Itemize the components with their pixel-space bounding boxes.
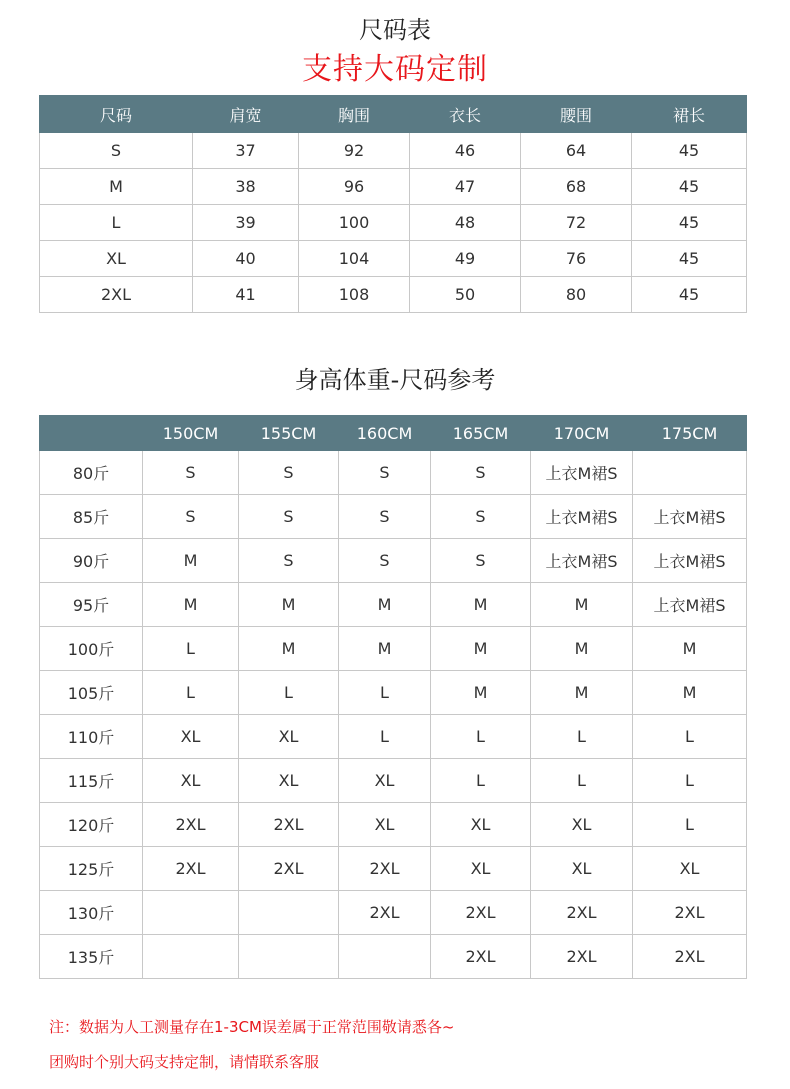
fit-size-cell: L: [339, 715, 431, 759]
fit-size-cell: XL: [431, 847, 531, 891]
fit-size-cell: M: [239, 627, 339, 671]
fit-size-cell: S: [239, 451, 339, 495]
size-cell: 2XL: [40, 277, 193, 313]
size-table-row: [40, 133, 747, 169]
size-cell: 47: [410, 169, 521, 205]
fit-header-cell: 155CM: [239, 416, 339, 451]
fit-size-cell: M: [431, 671, 531, 715]
fit-size-cell: XL: [531, 847, 633, 891]
fit-size-cell: [633, 451, 747, 495]
fit-table-header-row: [40, 416, 747, 451]
fit-size-cell: XL: [531, 803, 633, 847]
fit-size-cell: S: [431, 495, 531, 539]
size-table-row: [40, 169, 747, 205]
weight-cell: 80斤: [40, 451, 143, 495]
fit-size-cell: [239, 935, 339, 979]
fit-size-cell: S: [143, 495, 239, 539]
size-cell: 45: [632, 277, 747, 313]
size-cell: M: [40, 169, 193, 205]
fit-size-cell: 2XL: [633, 891, 747, 935]
size-table-row: [40, 205, 747, 241]
fit-table-row: [40, 935, 747, 979]
weight-cell: 95斤: [40, 583, 143, 627]
fit-size-cell: M: [143, 583, 239, 627]
fit-size-cell: 上衣M裙S: [531, 539, 633, 583]
size-cell: 76: [521, 241, 632, 277]
fit-size-cell: L: [633, 715, 747, 759]
fit-header-cell: [40, 416, 143, 451]
size-cell: 37: [193, 133, 299, 169]
fit-size-cell: L: [143, 627, 239, 671]
fit-size-cell: L: [431, 715, 531, 759]
fit-size-cell: M: [143, 539, 239, 583]
size-cell: 48: [410, 205, 521, 241]
weight-cell: 90斤: [40, 539, 143, 583]
fit-size-cell: 2XL: [339, 847, 431, 891]
fit-size-cell: L: [143, 671, 239, 715]
fit-size-cell: [339, 935, 431, 979]
fit-table-title: 身高体重-尺码参考: [294, 366, 496, 394]
fit-size-cell: 2XL: [431, 935, 531, 979]
fit-size-cell: 2XL: [431, 891, 531, 935]
fit-table-row: [40, 495, 747, 539]
fit-table-row: [40, 803, 747, 847]
fit-table-row: [40, 539, 747, 583]
fit-size-cell: 2XL: [143, 847, 239, 891]
fit-header-cell: 170CM: [531, 416, 633, 451]
size-cell: 49: [410, 241, 521, 277]
size-cell: 96: [299, 169, 410, 205]
size-cell: 72: [521, 205, 632, 241]
size-header-cell: 裙长: [632, 96, 747, 133]
fit-size-cell: 上衣M裙S: [633, 495, 747, 539]
fit-size-cell: S: [143, 451, 239, 495]
size-header-cell: 腰围: [521, 96, 632, 133]
fit-table-row: [40, 583, 747, 627]
fit-size-cell: 上衣M裙S: [633, 583, 747, 627]
size-table-row: [40, 241, 747, 277]
weight-cell: 100斤: [40, 627, 143, 671]
fit-size-cell: M: [239, 583, 339, 627]
fit-header-cell: 150CM: [143, 416, 239, 451]
fit-size-cell: [143, 891, 239, 935]
fit-size-cell: 2XL: [339, 891, 431, 935]
size-cell: 45: [632, 133, 747, 169]
size-cell: XL: [40, 241, 193, 277]
size-cell: 45: [632, 241, 747, 277]
size-table: [39, 95, 747, 313]
fit-size-cell: 2XL: [531, 935, 633, 979]
size-cell: 46: [410, 133, 521, 169]
fit-size-cell: 2XL: [239, 847, 339, 891]
size-header-cell: 肩宽: [193, 96, 299, 133]
page-title: 尺码表: [359, 16, 431, 44]
fit-size-cell: 2XL: [143, 803, 239, 847]
measurement-note: 注：数据为人工测量存在1-3CM误差属于正常范围敬请悉各~: [49, 1018, 455, 1036]
size-table-header-row: [40, 96, 747, 133]
size-cell: 108: [299, 277, 410, 313]
size-cell: 64: [521, 133, 632, 169]
size-table-row: [40, 277, 747, 313]
fit-size-cell: S: [339, 495, 431, 539]
weight-cell: 125斤: [40, 847, 143, 891]
fit-size-cell: L: [633, 759, 747, 803]
fit-size-cell: L: [239, 671, 339, 715]
fit-size-cell: M: [531, 671, 633, 715]
fit-table-row: [40, 891, 747, 935]
weight-cell: 130斤: [40, 891, 143, 935]
fit-size-cell: L: [339, 671, 431, 715]
fit-size-cell: 2XL: [239, 803, 339, 847]
fit-size-cell: XL: [239, 759, 339, 803]
size-cell: 80: [521, 277, 632, 313]
weight-cell: 110斤: [40, 715, 143, 759]
fit-size-cell: [143, 935, 239, 979]
size-cell: 68: [521, 169, 632, 205]
height-weight-table: [39, 415, 747, 979]
fit-size-cell: M: [431, 583, 531, 627]
fit-header-cell: 175CM: [633, 416, 747, 451]
fit-header-cell: 160CM: [339, 416, 431, 451]
size-cell: 92: [299, 133, 410, 169]
fit-size-cell: M: [531, 583, 633, 627]
fit-size-cell: S: [431, 539, 531, 583]
fit-size-cell: 2XL: [633, 935, 747, 979]
fit-size-cell: XL: [143, 715, 239, 759]
fit-size-cell: XL: [339, 803, 431, 847]
fit-size-cell: 上衣M裙S: [633, 539, 747, 583]
size-cell: S: [40, 133, 193, 169]
fit-size-cell: [239, 891, 339, 935]
size-cell: 45: [632, 169, 747, 205]
fit-size-cell: L: [531, 715, 633, 759]
fit-table-row: [40, 759, 747, 803]
size-cell: 100: [299, 205, 410, 241]
fit-size-cell: M: [431, 627, 531, 671]
fit-table-row: [40, 715, 747, 759]
size-cell: 40: [193, 241, 299, 277]
fit-size-cell: M: [339, 627, 431, 671]
custom-order-note: 团购时个别大码支持定制，请情联系客服: [49, 1053, 320, 1071]
fit-size-cell: S: [431, 451, 531, 495]
size-cell: 39: [193, 205, 299, 241]
fit-table-row: [40, 847, 747, 891]
weight-cell: 115斤: [40, 759, 143, 803]
fit-table-body: [40, 451, 747, 979]
size-cell: 104: [299, 241, 410, 277]
fit-size-cell: XL: [633, 847, 747, 891]
fit-size-cell: L: [633, 803, 747, 847]
fit-size-cell: L: [531, 759, 633, 803]
page-subtitle: 支持大码定制: [302, 52, 488, 87]
fit-size-cell: S: [239, 495, 339, 539]
fit-size-cell: XL: [339, 759, 431, 803]
fit-size-cell: S: [339, 539, 431, 583]
size-header-cell: 尺码: [40, 96, 193, 133]
fit-size-cell: M: [633, 671, 747, 715]
weight-cell: 120斤: [40, 803, 143, 847]
size-cell: 50: [410, 277, 521, 313]
fit-size-cell: M: [633, 627, 747, 671]
fit-size-cell: M: [531, 627, 633, 671]
weight-cell: 105斤: [40, 671, 143, 715]
fit-table-row: [40, 671, 747, 715]
fit-header-cell: 165CM: [431, 416, 531, 451]
size-cell: 38: [193, 169, 299, 205]
fit-table-row: [40, 627, 747, 671]
weight-cell: 85斤: [40, 495, 143, 539]
fit-size-cell: 上衣M裙S: [531, 451, 633, 495]
fit-size-cell: XL: [239, 715, 339, 759]
size-cell: 41: [193, 277, 299, 313]
fit-size-cell: S: [339, 451, 431, 495]
size-cell: L: [40, 205, 193, 241]
size-cell: 45: [632, 205, 747, 241]
size-header-cell: 胸围: [299, 96, 410, 133]
fit-size-cell: XL: [431, 803, 531, 847]
weight-cell: 135斤: [40, 935, 143, 979]
fit-size-cell: 2XL: [531, 891, 633, 935]
fit-size-cell: XL: [143, 759, 239, 803]
fit-size-cell: S: [239, 539, 339, 583]
fit-size-cell: 上衣M裙S: [531, 495, 633, 539]
size-header-cell: 衣长: [410, 96, 521, 133]
fit-size-cell: M: [339, 583, 431, 627]
fit-table-row: [40, 451, 747, 495]
fit-size-cell: L: [431, 759, 531, 803]
